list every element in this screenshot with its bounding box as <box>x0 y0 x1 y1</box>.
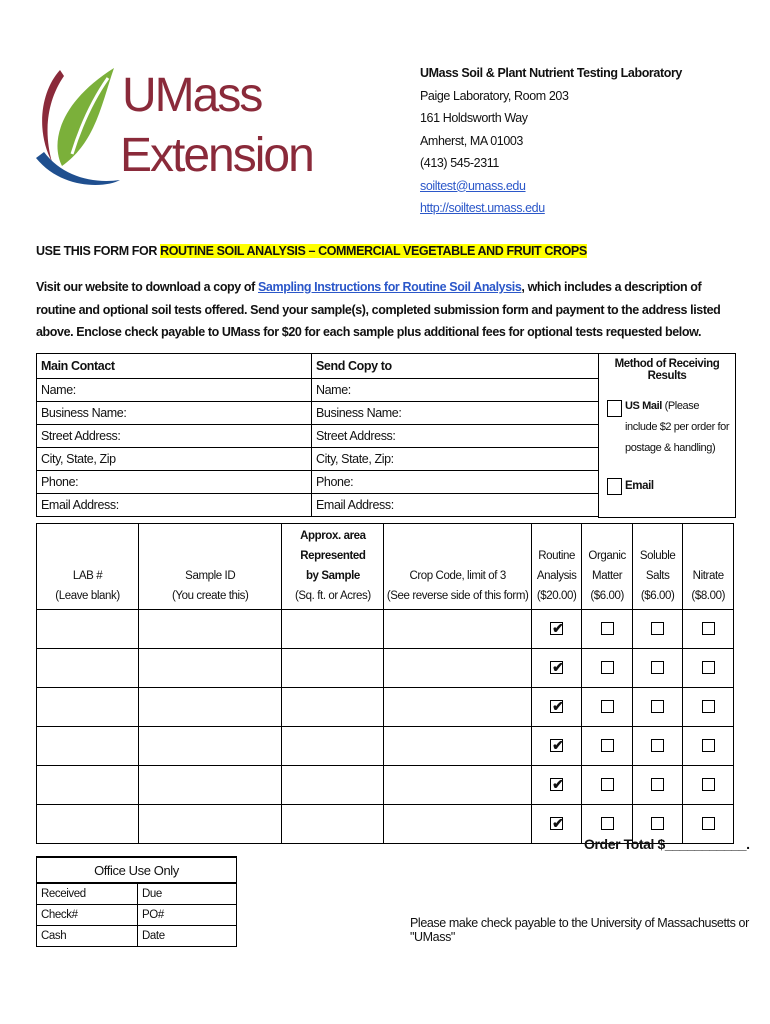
sample-id-cell[interactable] <box>139 610 282 649</box>
sampling-instructions-link[interactable]: Sampling Instructions for Routine Soil Analysis <box>258 280 522 294</box>
check-mark-icon: ✔ <box>552 659 564 676</box>
nitrate-checkbox[interactable] <box>702 739 715 752</box>
routine-checkbox-cell <box>531 727 582 766</box>
nitrate-checkbox[interactable] <box>702 778 715 791</box>
organic-matter-checkbox[interactable] <box>601 700 614 713</box>
routine-checkbox[interactable] <box>550 661 563 674</box>
lab-number-cell[interactable] <box>37 805 139 844</box>
organic-matter-checkbox-cell <box>582 727 633 766</box>
sample-id-cell[interactable] <box>139 766 282 805</box>
routine-checkbox-cell <box>531 649 582 688</box>
nitrate-checkbox[interactable] <box>702 622 715 635</box>
organic-matter-checkbox[interactable] <box>601 817 614 830</box>
routine-checkbox[interactable] <box>550 700 563 713</box>
nitrate-checkbox-cell <box>683 610 734 649</box>
col-soluble-salts: Soluble Salts ($6.00) <box>632 524 683 610</box>
heading-highlight: ROUTINE SOIL ANALYSIS – COMMERCIAL VEGETABLE AND FRUIT CROPS <box>160 244 587 258</box>
contact-table <box>36 353 599 517</box>
method-header: Method of Receiving Results <box>614 358 720 382</box>
us-mail-bold: US Mail <box>625 400 662 412</box>
check-mark-icon: ✔ <box>552 698 564 715</box>
lab-website-link[interactable]: http://soiltest.umass.edu <box>420 201 545 215</box>
main-email-field[interactable]: Email Address: <box>37 494 312 517</box>
payable-note: Please make check payable to the University of Massachusetts or "UMass" <box>410 916 749 944</box>
routine-checkbox-cell <box>531 610 582 649</box>
soluble-salts-checkbox-cell <box>632 688 683 727</box>
office-date: Date <box>138 926 237 947</box>
us-mail-label <box>625 396 733 459</box>
nitrate-checkbox-cell <box>683 649 734 688</box>
soluble-salts-checkbox[interactable] <box>651 739 664 752</box>
lab-number-cell[interactable] <box>37 610 139 649</box>
office-due: Due <box>138 883 237 905</box>
area-cell[interactable] <box>282 727 384 766</box>
heading-prefix: USE THIS FORM FOR <box>36 244 161 258</box>
lab-number-cell[interactable] <box>37 649 139 688</box>
organic-matter-checkbox-cell <box>582 766 633 805</box>
soluble-salts-checkbox[interactable] <box>651 817 664 830</box>
col-crop-code: Crop Code, limit of 3 (See reverse side of this form) <box>384 524 531 610</box>
send-copy-header: Send Copy to <box>312 354 599 379</box>
organic-matter-checkbox[interactable] <box>601 778 614 791</box>
copy-business-field[interactable]: Business Name: <box>312 402 599 425</box>
soluble-salts-checkbox-cell <box>632 766 683 805</box>
main-phone-field[interactable]: Phone: <box>37 471 312 494</box>
lab-email-link[interactable]: soiltest@umass.edu <box>420 178 526 193</box>
nitrate-checkbox-cell <box>683 766 734 805</box>
area-cell[interactable] <box>282 610 384 649</box>
check-mark-icon: ✔ <box>552 620 564 637</box>
soluble-salts-checkbox[interactable] <box>651 622 664 635</box>
lab-number-cell[interactable] <box>37 766 139 805</box>
sample-id-cell[interactable] <box>139 727 282 766</box>
form-heading <box>36 244 587 258</box>
crop-code-cell[interactable] <box>384 727 531 766</box>
lab-street: 161 Holdsworth Way <box>420 111 528 125</box>
col-sample-id: Sample ID (You create this) <box>139 524 282 610</box>
lab-number-cell[interactable] <box>37 688 139 727</box>
office-check: Check# <box>37 905 138 926</box>
routine-checkbox-cell <box>531 688 582 727</box>
sample-row <box>37 610 734 649</box>
organic-matter-checkbox-cell <box>582 610 633 649</box>
crop-code-cell[interactable] <box>384 610 531 649</box>
col-routine-analysis: Routine Analysis ($20.00) <box>531 524 582 610</box>
copy-city-field[interactable]: City, State, Zip: <box>312 448 599 471</box>
lab-phone: (413) 545-2311 <box>420 156 499 170</box>
office-cash: Cash <box>37 926 138 947</box>
sample-id-cell[interactable] <box>139 688 282 727</box>
col-approx-area: Approx. area Represented by Sample (Sq. ft. or Acres) <box>282 524 384 610</box>
nitrate-checkbox[interactable] <box>702 661 715 674</box>
sample-id-cell[interactable] <box>139 805 282 844</box>
routine-checkbox[interactable] <box>550 739 563 752</box>
email-checkbox[interactable] <box>607 478 622 496</box>
crop-code-cell[interactable] <box>384 649 531 688</box>
crop-code-cell[interactable] <box>384 805 531 844</box>
main-contact-header: Main Contact <box>37 354 312 379</box>
sample-row <box>37 649 734 688</box>
sample-row <box>37 688 734 727</box>
routine-checkbox[interactable] <box>550 778 563 791</box>
sample-row <box>37 766 734 805</box>
organic-matter-checkbox-cell <box>582 688 633 727</box>
area-cell[interactable] <box>282 766 384 805</box>
intro-before-link: Visit our website to download a copy of <box>36 280 258 294</box>
routine-checkbox-cell <box>531 805 582 844</box>
copy-street-field[interactable]: Street Address: <box>312 425 599 448</box>
check-mark-icon: ✔ <box>552 737 564 754</box>
main-name-field[interactable]: Name: <box>37 379 312 402</box>
lab-name: UMass Soil & Plant Nutrient Testing Laboratory <box>420 66 682 80</box>
logo-text-umass: UMass <box>122 69 262 122</box>
lab-address-block <box>420 62 682 220</box>
col-lab-number: LAB # (Leave blank) <box>37 524 139 610</box>
office-use-title: Office Use Only <box>37 857 237 883</box>
col-nitrate: Nitrate ($8.00) <box>683 524 734 610</box>
check-mark-icon: ✔ <box>552 776 564 793</box>
organic-matter-checkbox[interactable] <box>601 622 614 635</box>
samples-header-row <box>37 524 734 610</box>
order-total-blank[interactable]: ___________ <box>664 836 747 852</box>
soluble-salts-checkbox[interactable] <box>651 778 664 791</box>
check-mark-icon: ✔ <box>552 815 564 832</box>
nitrate-checkbox[interactable] <box>702 817 715 830</box>
sample-id-cell[interactable] <box>139 649 282 688</box>
office-use-table <box>36 856 237 947</box>
method-of-results-box <box>598 353 736 518</box>
soluble-salts-checkbox[interactable] <box>651 661 664 674</box>
area-cell[interactable] <box>282 688 384 727</box>
lab-city: Amherst, MA 01003 <box>420 133 523 148</box>
us-mail-checkbox[interactable] <box>607 400 622 418</box>
order-total: Order Total $___________. <box>584 836 750 852</box>
office-po: PO# <box>138 905 237 926</box>
nitrate-checkbox-cell <box>683 688 734 727</box>
copy-name-field[interactable]: Name: <box>312 379 599 402</box>
order-total-label: Order Total $ <box>584 836 665 852</box>
soluble-salts-checkbox-cell <box>632 610 683 649</box>
samples-table <box>36 523 734 844</box>
us-mail-note: (Please include $2 per order for postage & handling) <box>625 400 730 454</box>
umass-extension-logo <box>32 62 313 190</box>
logo-text-extension: Extension <box>120 129 313 182</box>
main-street-field[interactable]: Street Address: <box>37 425 312 448</box>
leaf-icon <box>32 62 122 190</box>
col-organic-matter: Organic Matter ($6.00) <box>582 524 633 610</box>
area-cell[interactable] <box>282 805 384 844</box>
sample-row <box>37 727 734 766</box>
main-business-field[interactable]: Business Name: <box>37 402 312 425</box>
nitrate-checkbox[interactable] <box>702 700 715 713</box>
crop-code-cell[interactable] <box>384 688 531 727</box>
nitrate-checkbox-cell <box>683 727 734 766</box>
soluble-salts-checkbox-cell <box>632 649 683 688</box>
intro-after-link: , which includes a description of routine and optional soil tests offered. Send your sample(s), completed submission form and payment to the address listed above. Enclose check payable to UMass for $20 for each sample plus additional fees for optional tests requested below. <box>36 280 721 339</box>
organic-matter-checkbox[interactable] <box>601 739 614 752</box>
soluble-salts-checkbox-cell <box>632 727 683 766</box>
main-city-field[interactable]: City, State, Zip <box>37 448 312 471</box>
copy-email-field[interactable]: Email Address: <box>312 494 599 517</box>
soluble-salts-checkbox[interactable] <box>651 700 664 713</box>
organic-matter-checkbox-cell <box>582 649 633 688</box>
routine-checkbox-cell <box>531 766 582 805</box>
office-received: Received <box>37 883 138 905</box>
lab-number-cell[interactable] <box>37 727 139 766</box>
organic-matter-checkbox[interactable] <box>601 661 614 674</box>
copy-phone-field[interactable]: Phone: <box>312 471 599 494</box>
intro-paragraph <box>36 276 736 344</box>
email-label: Email <box>625 480 654 492</box>
lab-room: Paige Laboratory, Room 203 <box>420 88 569 103</box>
routine-checkbox[interactable] <box>550 817 563 830</box>
crop-code-cell[interactable] <box>384 766 531 805</box>
area-cell[interactable] <box>282 649 384 688</box>
routine-checkbox[interactable] <box>550 622 563 635</box>
